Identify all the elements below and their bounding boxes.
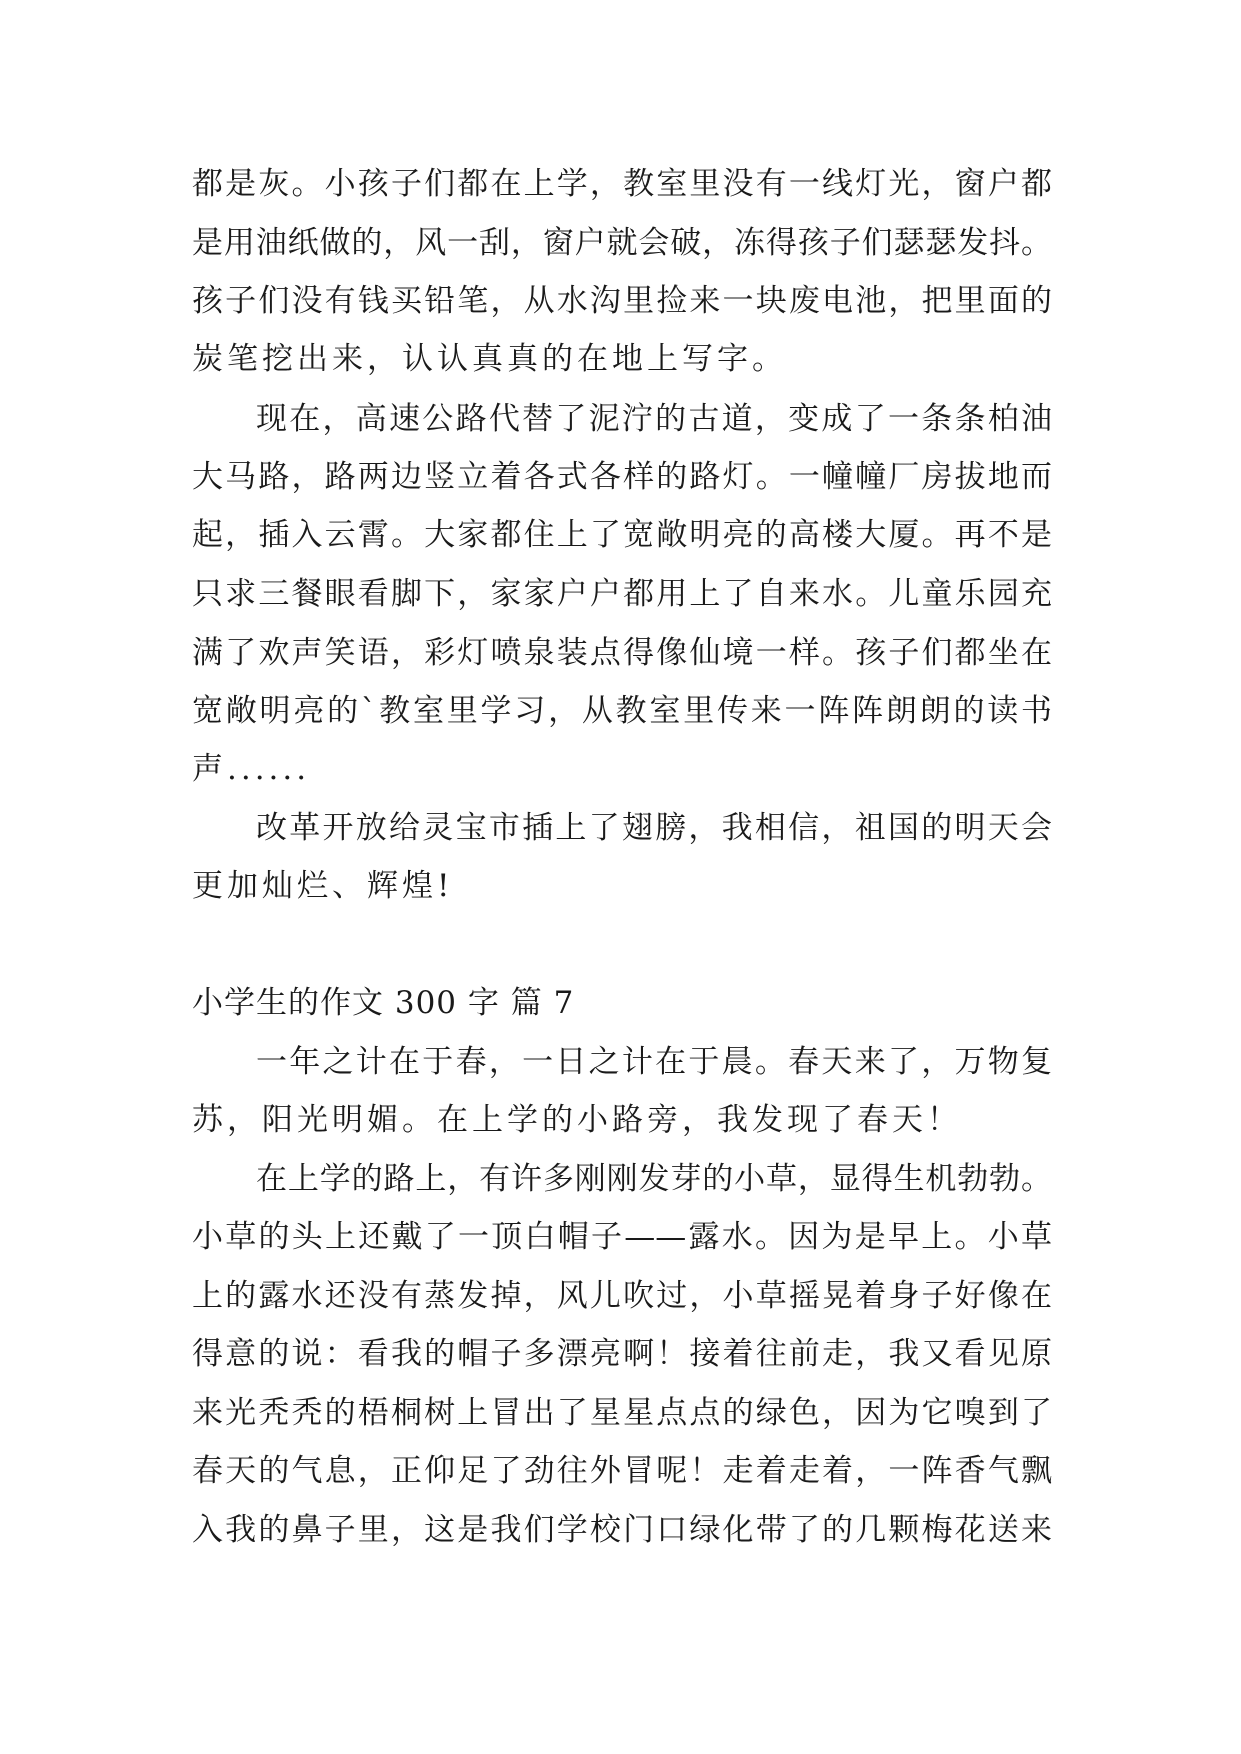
text-line: 是用油纸做的，风一刮，窗户就会破，冻得孩子们瑟瑟发抖。 <box>192 225 1052 261</box>
text-line: 炭笔挖出来，认认真真的在地上写字。 <box>192 341 787 377</box>
text-line: 上的露水还没有蒸发掉，风儿吹过，小草摇晃着身子好像在 <box>192 1278 1052 1314</box>
text-line: 入我的鼻子里，这是我们学校门口绿化带了的几颗梅花送来 <box>192 1512 1052 1548</box>
section-heading: 小学生的作文 300 字 篇 7 <box>192 985 575 1021</box>
paragraph-first-line: 现在，高速公路代替了泥泞的古道，变成了一条条柏油 <box>256 401 1052 437</box>
text-line: 孩子们没有钱买铅笔，从水沟里捡来一块废电池，把里面的 <box>192 283 1052 319</box>
paragraph-first-line: 改革开放给灵宝市插上了翅膀，我相信，祖国的明天会 <box>256 810 1052 846</box>
text-line: 小草的头上还戴了一顶白帽子——露水。因为是早上。小草 <box>192 1219 1052 1255</box>
text-line: 得意的说：看我的帽子多漂亮啊！接着往前走，我又看见原 <box>192 1336 1052 1372</box>
text-line: 大马路，路两边竖立着各式各样的路灯。一幢幢厂房拔地而 <box>192 459 1052 495</box>
text-line: 来光秃秃的梧桐树上冒出了星星点点的绿色，因为它嗅到了 <box>192 1395 1052 1431</box>
text-line: 苏，阳光明媚。在上学的小路旁，我发现了春天！ <box>192 1102 962 1138</box>
text-line: 声...... <box>192 751 311 787</box>
text-line: 宽敞明亮的`教室里学习，从教室里传来一阵阵朗朗的读书 <box>192 693 1052 729</box>
text-line: 满了欢声笑语，彩灯喷泉装点得像仙境一样。孩子们都坐在 <box>192 635 1052 671</box>
paragraph-first-line: 在上学的路上，有许多刚刚发芽的小草，显得生机勃勃。 <box>256 1161 1052 1197</box>
text-line: 起，插入云霄。大家都住上了宽敞明亮的高楼大厦。再不是 <box>192 517 1052 553</box>
text-line: 春天的气息，正仰足了劲往外冒呢！走着走着，一阵香气飘 <box>192 1453 1052 1489</box>
text-line: 更加灿烂、辉煌! <box>192 868 454 904</box>
text-line: 都是灰。小孩子们都在上学，教室里没有一线灯光，窗户都 <box>192 166 1052 202</box>
text-line: 只求三餐眼看脚下，家家户户都用上了自来水。儿童乐园充 <box>192 576 1052 612</box>
paragraph-first-line: 一年之计在于春，一日之计在于晨。春天来了，万物复 <box>256 1044 1052 1080</box>
